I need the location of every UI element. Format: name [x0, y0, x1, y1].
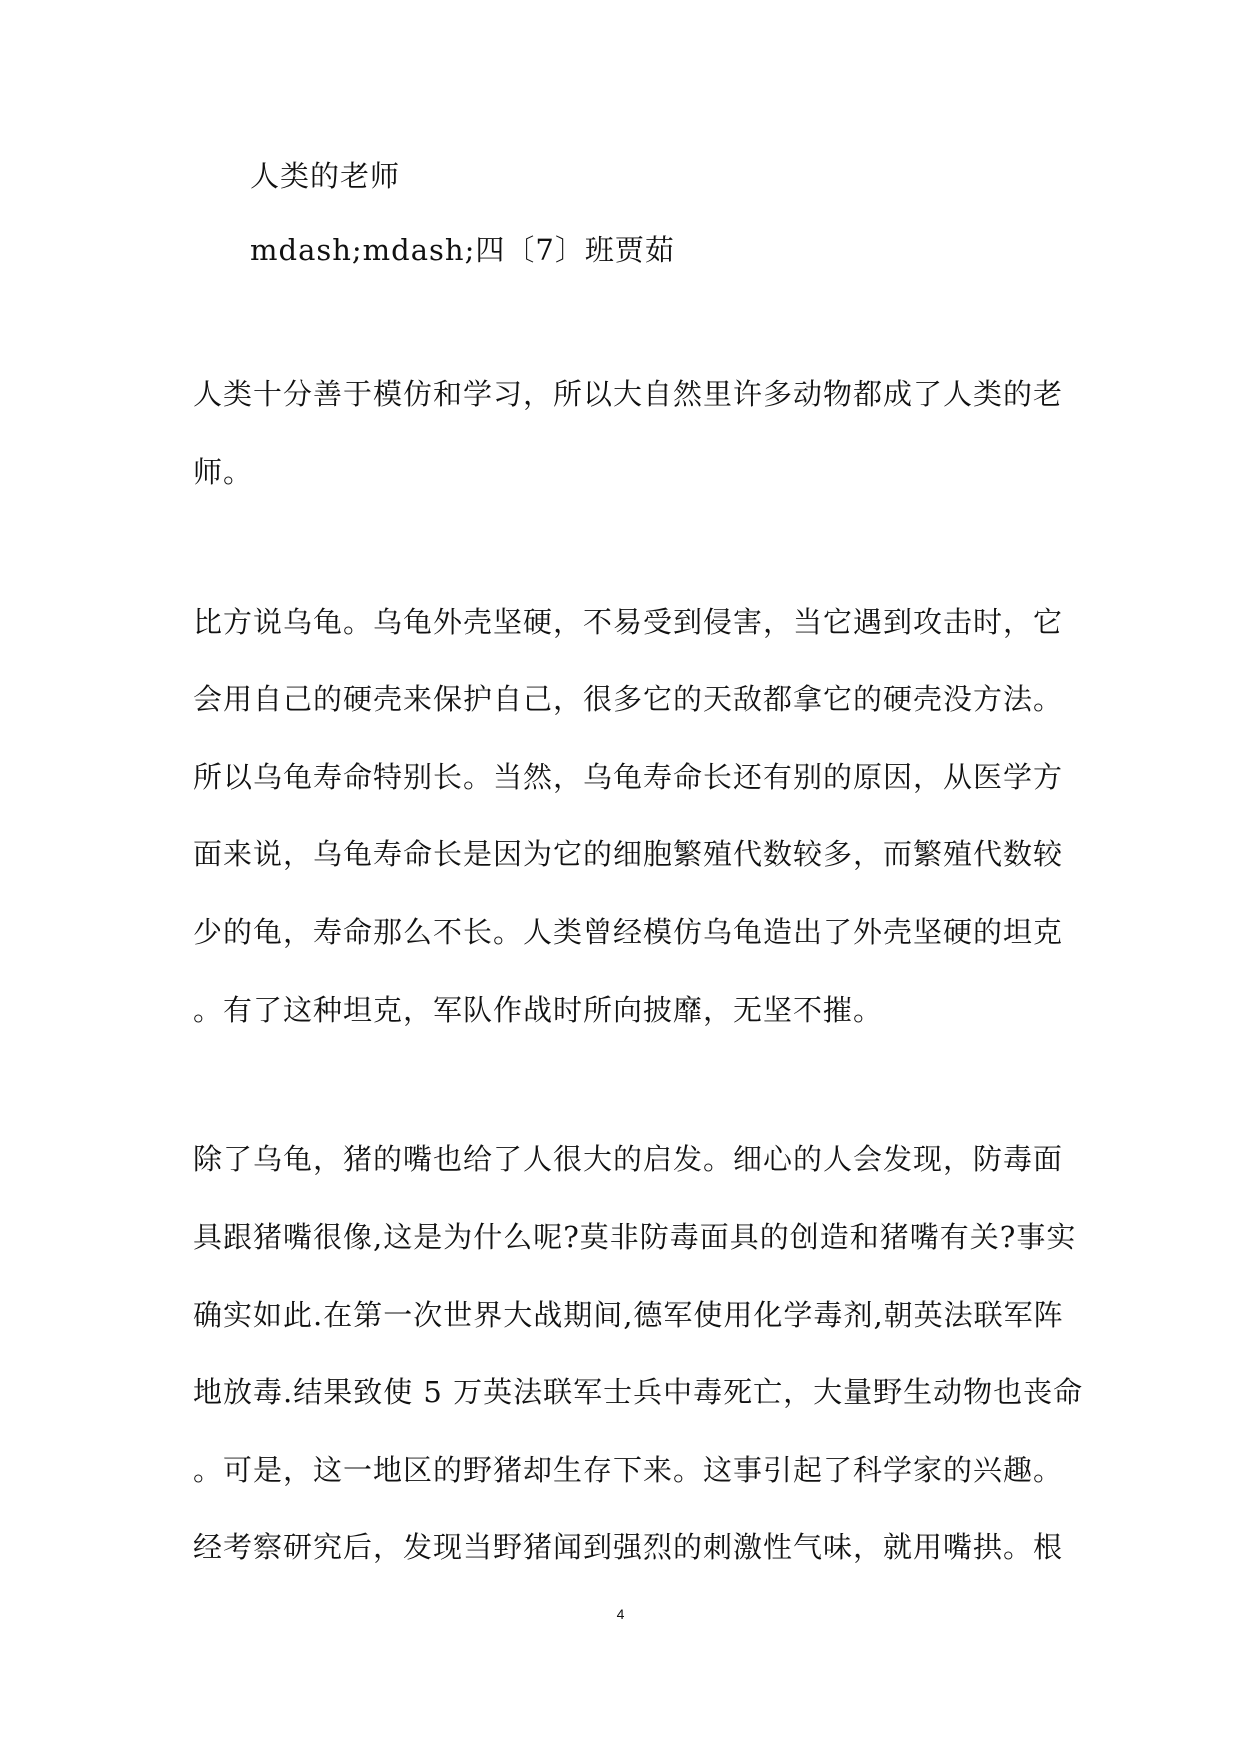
- paragraph-line: 。可是，这一地区的野猪却生存下来。这事引起了科学家的兴趣。: [193, 1453, 1064, 1487]
- paragraph-line: 具跟猪嘴很像,这是为什么呢?莫非防毒面具的创造和猪嘴有关?事实: [193, 1220, 1077, 1254]
- page-title: 人类的老师: [250, 159, 401, 193]
- paragraph-line: 。有了这种坦克，军队作战时所向披靡，无坚不摧。: [193, 993, 884, 1027]
- paragraph-line: 除了乌龟，猪的嘴也给了人很大的启发。细心的人会发现，防毒面: [193, 1142, 1064, 1176]
- paragraph-line: 所以乌龟寿命特别长。当然，乌龟寿命长还有别的原因，从医学方: [193, 760, 1064, 794]
- paragraph-line: 少的龟，寿命那么不长。人类曾经模仿乌龟造出了外壳坚硬的坦克: [193, 915, 1064, 949]
- paragraph-line: 确实如此.在第一次世界大战期间,德军使用化学毒剂,朝英法联军阵: [193, 1298, 1064, 1332]
- paragraph-line: 会用自己的硬壳来保护自己，很多它的天敌都拿它的硬壳没方法。: [193, 682, 1064, 716]
- paragraph-line: 地放毒.结果致使 5 万英法联军士兵中毒死亡，大量野生动物也丧命: [193, 1375, 1084, 1409]
- paragraph-line: 比方说乌龟。乌龟外壳坚硬，不易受到侵害，当它遇到攻击时，它: [193, 605, 1064, 639]
- paragraph-line: 面来说，乌龟寿命长是因为它的细胞繁殖代数较多，而繁殖代数较: [193, 837, 1064, 871]
- paragraph-line: 经考察研究后，发现当野猪闻到强烈的刺激性气味，就用嘴拱。根: [193, 1530, 1064, 1564]
- byline: mdash;mdash;四〔7〕班贾茹: [250, 233, 675, 267]
- paragraph-line: 师。: [193, 455, 254, 489]
- paragraph-line: 人类十分善于模仿和学习，所以大自然里许多动物都成了人类的老: [193, 377, 1064, 411]
- page-number: 4: [616, 1606, 625, 1622]
